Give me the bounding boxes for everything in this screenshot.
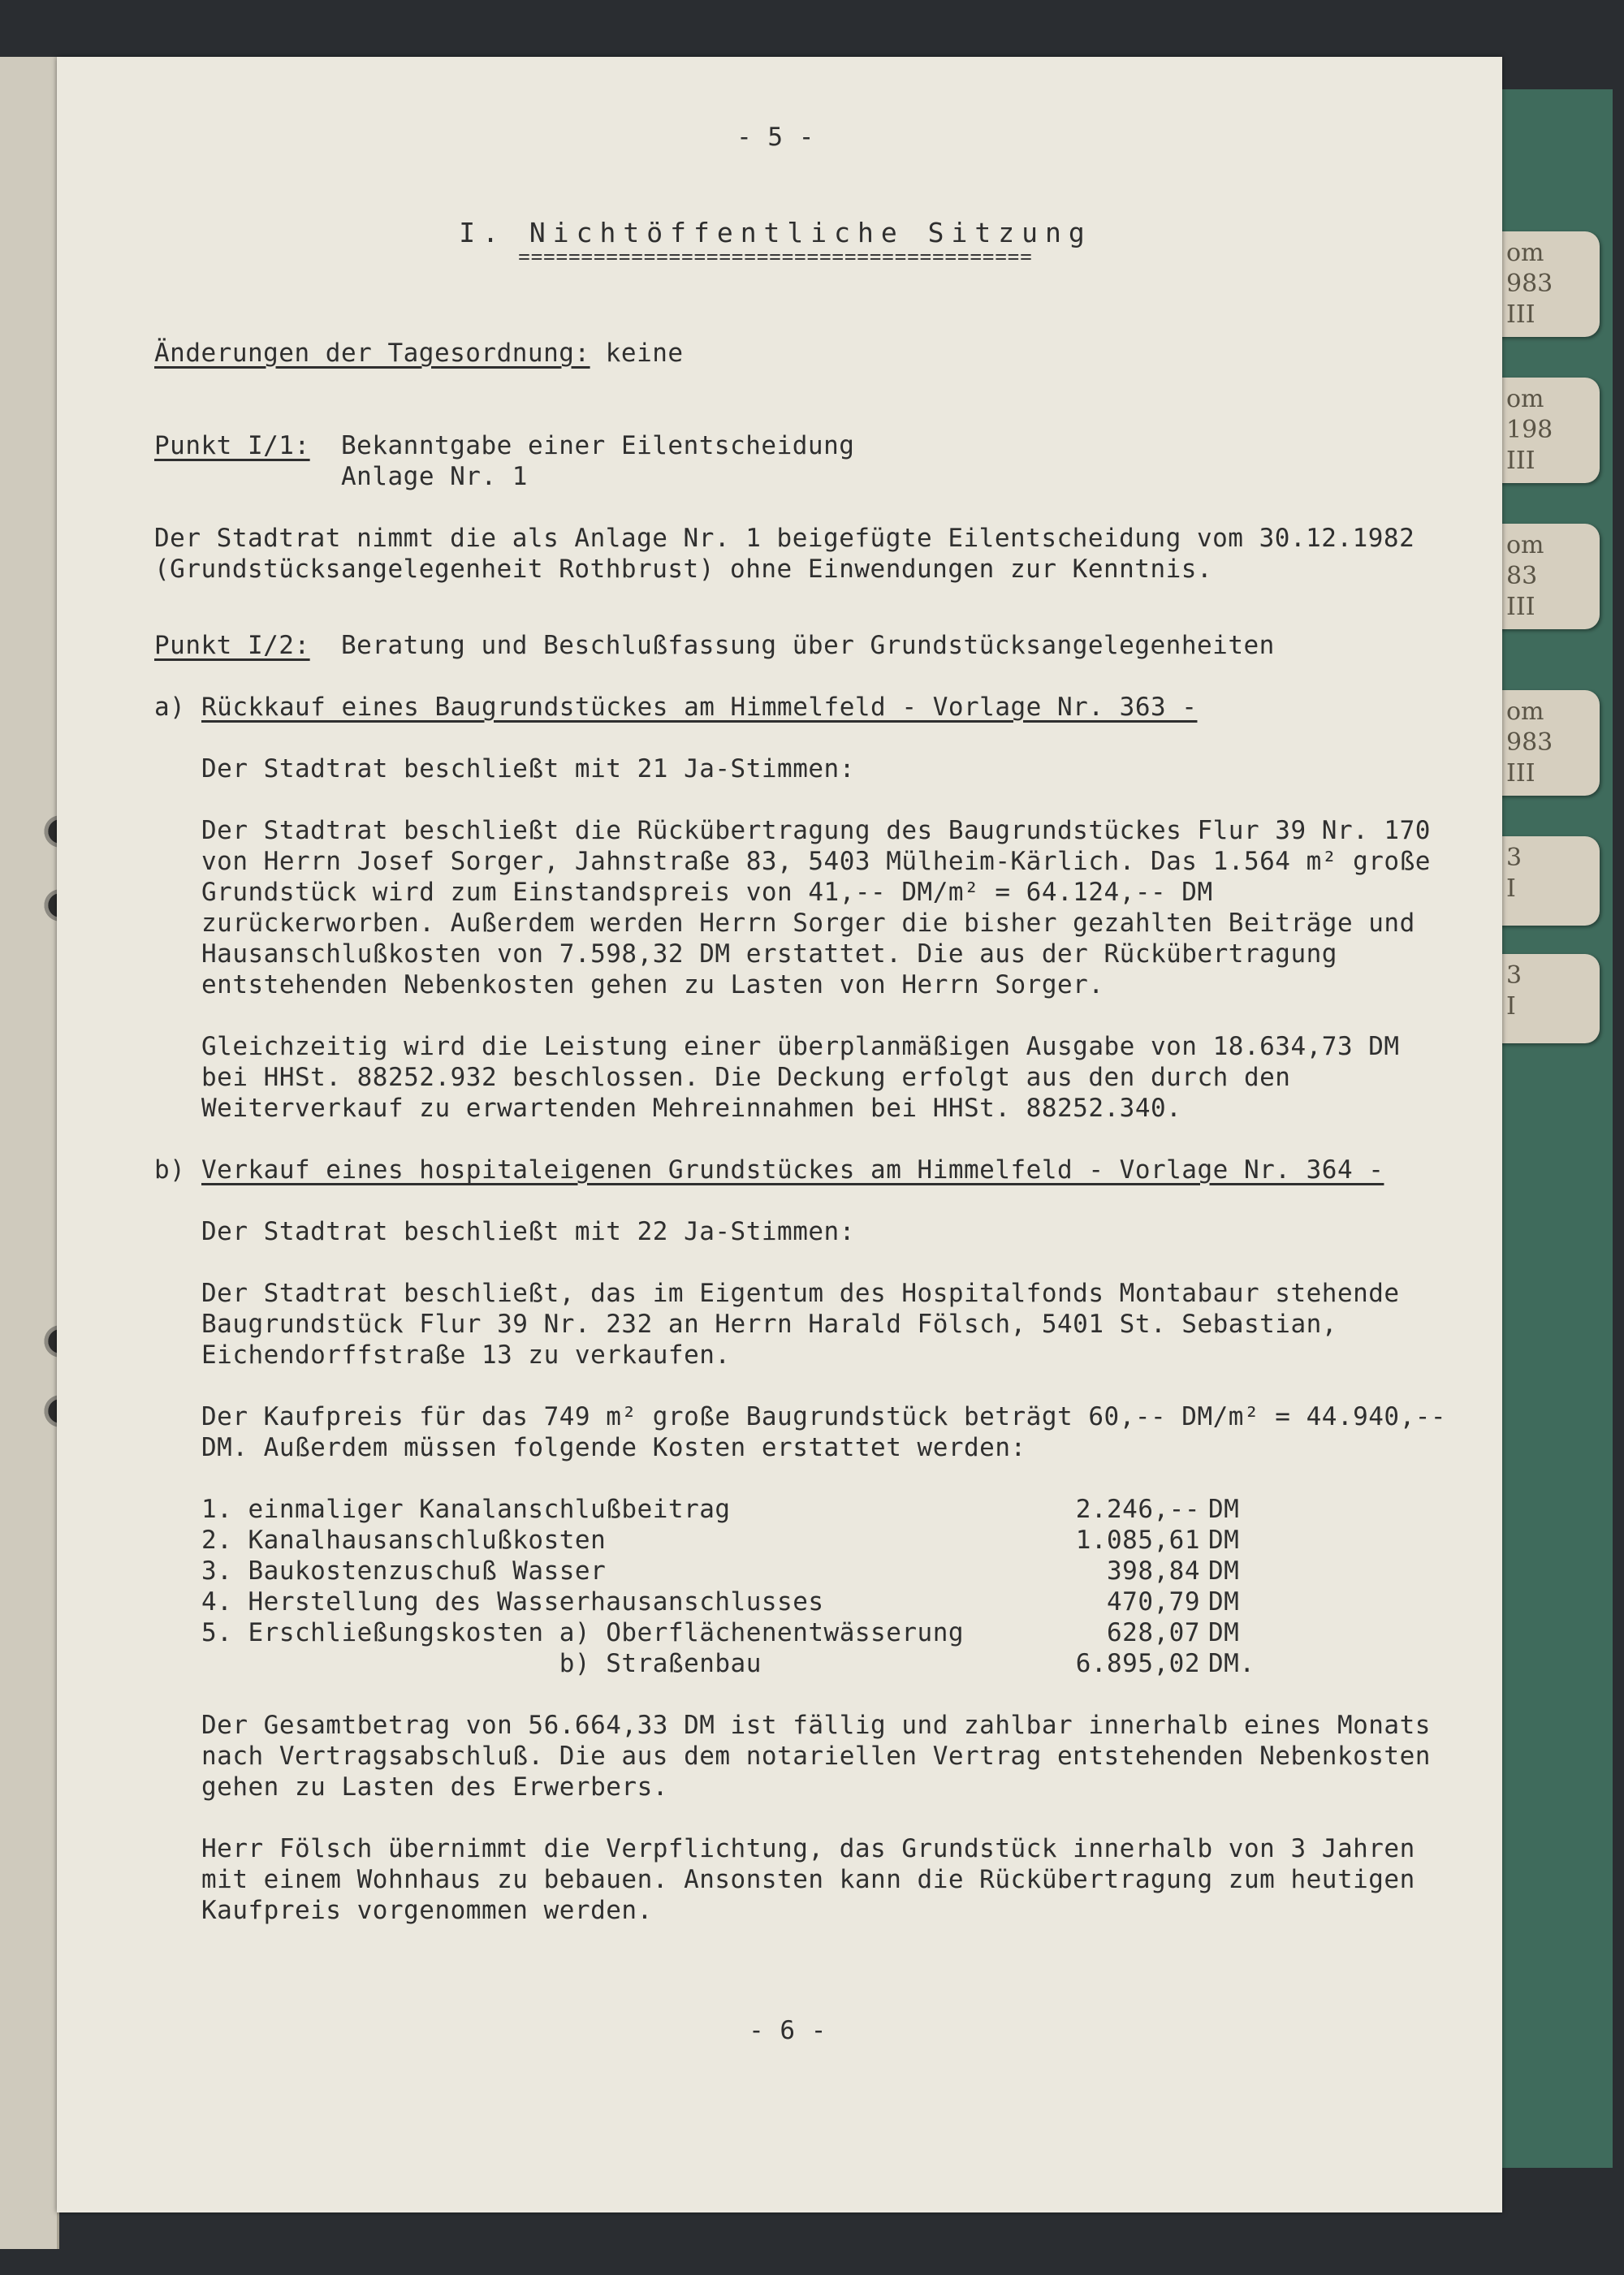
item-b-marker: b) xyxy=(154,1155,186,1185)
tab-text: om xyxy=(1506,531,1544,559)
cost-value: 2.246,-- xyxy=(1075,1495,1200,1524)
index-tab-3[interactable] xyxy=(1498,524,1600,629)
cost-value: 470,79 xyxy=(1107,1587,1200,1617)
tab-text: III xyxy=(1506,759,1535,788)
tab-text: III xyxy=(1506,300,1535,329)
item-b-body xyxy=(154,1216,1453,1926)
cost-row xyxy=(201,1586,1453,1617)
cost-row xyxy=(201,1617,1453,1648)
cost-value: 6.895,02 xyxy=(1075,1649,1200,1678)
tab-text: 3 xyxy=(1506,844,1522,872)
item-a-paragraph-2: Gleichzeitig wird die Leistung einer überplanmäßigen Ausgabe von 18.634,73 DM bei HHSt. 88252.932 beschlossen. Die Deckung erfolgt aus den durch den Weiterverkauf zu erwartenden Mehreinnahmen bei HHSt. 88252.340. xyxy=(201,1032,1400,1123)
cost-row xyxy=(201,1494,1453,1525)
cost-unit: DM xyxy=(1208,1526,1240,1555)
punkt-2-heading xyxy=(154,630,1453,661)
cost-description: 3. Baukostenzuschuß Wasser xyxy=(201,1556,607,1586)
punkt-1-attachment: Anlage Nr. 1 xyxy=(341,462,528,491)
cost-row xyxy=(201,1525,1453,1556)
item-a-marker: a) xyxy=(154,693,186,722)
punkt-1-title: Bekanntgabe einer Eilentscheidung xyxy=(341,431,855,460)
cost-value: 628,07 xyxy=(1107,1618,1200,1647)
punkt-1-heading xyxy=(154,430,1453,492)
item-a-heading xyxy=(154,692,1453,723)
tab-text: 3 xyxy=(1506,961,1522,990)
item-b-vote: Der Stadtrat beschließt mit 22 Ja-Stimmen: xyxy=(201,1217,855,1246)
cost-unit: DM xyxy=(1208,1495,1240,1524)
tab-text: I xyxy=(1506,874,1516,903)
cost-description: 4. Herstellung des Wasserhausanschlusses xyxy=(201,1587,824,1617)
cost-value: 398,84 xyxy=(1107,1556,1200,1586)
item-a-body xyxy=(154,753,1453,1124)
cost-description: b) Straßenbau xyxy=(201,1649,762,1678)
page-body xyxy=(154,122,1453,2046)
cost-description: 1. einmaliger Kanalanschlußbeitrag xyxy=(201,1495,731,1524)
tab-text: I xyxy=(1506,992,1516,1021)
cost-unit: DM xyxy=(1208,1587,1240,1617)
index-tab-5[interactable] xyxy=(1498,836,1600,926)
tab-text: 983 xyxy=(1506,728,1553,757)
index-tab-6[interactable] xyxy=(1498,954,1600,1043)
section-title: I. Nichtöffentliche Sitzung xyxy=(459,217,1092,248)
item-a-paragraph-1: Der Stadtrat beschließt die Rückübertragung des Baugrundstückes Flur 39 Nr. 170 von Herrn Josef Sorger, Jahnstraße 83, 5403 Mülheim-Kärlich. Das 1.564 m² große Grundstück wird zum Einstandspreis von 41,-- DM/m² = 64.124,-- DM zurückerworben. Außerdem werden Herrn Sorger die bisher gezahlten Beiträge und Hausanschlußkosten von 7.598,32 DM erstattet. Die aus der Rückübertragung entstehenden Nebenkosten gehen zu Lasten von Herrn Sorger. xyxy=(201,816,1431,999)
item-a-vote: Der Stadtrat beschließt mit 21 Ja-Stimmen: xyxy=(201,754,855,784)
tab-text: om xyxy=(1506,239,1544,267)
agenda-changes-value: keine xyxy=(590,339,684,368)
cost-unit: DM. xyxy=(1208,1649,1255,1678)
item-a-title: Rückkauf eines Baugrundstückes am Himmelfeld - Vorlage Nr. 363 - xyxy=(201,693,1198,722)
tab-text: 83 xyxy=(1506,562,1538,590)
tab-text: III xyxy=(1506,447,1535,475)
cost-unit: DM xyxy=(1208,1556,1240,1586)
tab-text: III xyxy=(1506,593,1535,621)
tab-text: om xyxy=(1506,697,1544,726)
page-number-top: - 5 - xyxy=(736,123,814,152)
index-tab-1[interactable] xyxy=(1498,231,1600,337)
page-number-bottom: - 6 - xyxy=(749,2016,827,2045)
index-tab-2[interactable] xyxy=(1498,378,1600,483)
agenda-changes-label: Änderungen der Tagesordnung: xyxy=(154,339,590,368)
cost-description: 2. Kanalhausanschlußkosten xyxy=(201,1526,607,1555)
tab-text: om xyxy=(1506,385,1544,413)
cost-unit: DM xyxy=(1208,1618,1240,1647)
item-b-paragraph-1: Der Stadtrat beschließt, das im Eigentum des Hospitalfonds Montabaur stehende Baugrundstück Flur 39 Nr. 232 an Herrn Harald Fölsch, 5401 St. Sebastian, Eichendorffstraße 13 zu verkaufen. xyxy=(201,1279,1400,1370)
cost-list xyxy=(201,1494,1453,1679)
punkt-2-label: Punkt I/2: xyxy=(154,631,310,660)
tab-text: 198 xyxy=(1506,416,1553,444)
cost-value: 1.085,61 xyxy=(1075,1526,1200,1555)
item-b-paragraph-4: Herr Fölsch übernimmt die Verpflichtung, das Grundstück innerhalb von 3 Jahren mit einem Wohnhaus zu bebauen. Ansonsten kann die Rückübertragung zum heutigen Kaufpreis vorgenommen werden. xyxy=(201,1834,1415,1925)
punkt-2-title: Beratung und Beschlußfassung über Grundstücksangelegenheiten xyxy=(341,631,1275,660)
agenda-changes xyxy=(154,338,1453,369)
punkt-1-text: Der Stadtrat nimmt die als Anlage Nr. 1 beigefügte Eilentscheidung vom 30.12.1982 (Grundstücksangelegenheit Rothbrust) ohne Einwendungen zur Kenntnis. xyxy=(154,524,1415,584)
section-rule: ========================================= xyxy=(518,245,1033,268)
cost-description: 5. Erschließungskosten a) Oberflächenentwässerung xyxy=(201,1618,965,1647)
item-b-title: Verkauf eines hospitaleigenen Grundstückes am Himmelfeld - Vorlage Nr. 364 - xyxy=(201,1155,1384,1185)
punkt-1-label: Punkt I/1: xyxy=(154,431,310,460)
cost-row xyxy=(201,1648,1453,1679)
item-b-paragraph-2: Der Kaufpreis für das 749 m² große Baugrundstück beträgt 60,-- DM/m² = 44.940,-- DM. Außerdem müssen folgende Kosten erstattet werden: xyxy=(201,1402,1447,1462)
index-tab-4[interactable] xyxy=(1498,690,1600,796)
previous-page-edge xyxy=(0,57,59,2249)
document-page xyxy=(57,57,1502,2212)
item-b-heading xyxy=(154,1155,1453,1185)
tab-text: 983 xyxy=(1506,270,1553,298)
cost-row xyxy=(201,1556,1453,1586)
item-b-paragraph-3: Der Gesamtbetrag von 56.664,33 DM ist fällig und zahlbar innerhalb eines Monats nach Vertragsabschluß. Die aus dem notariellen Vertrag entstehenden Nebenkosten gehen zu Lasten des Erwerbers. xyxy=(201,1711,1431,1802)
